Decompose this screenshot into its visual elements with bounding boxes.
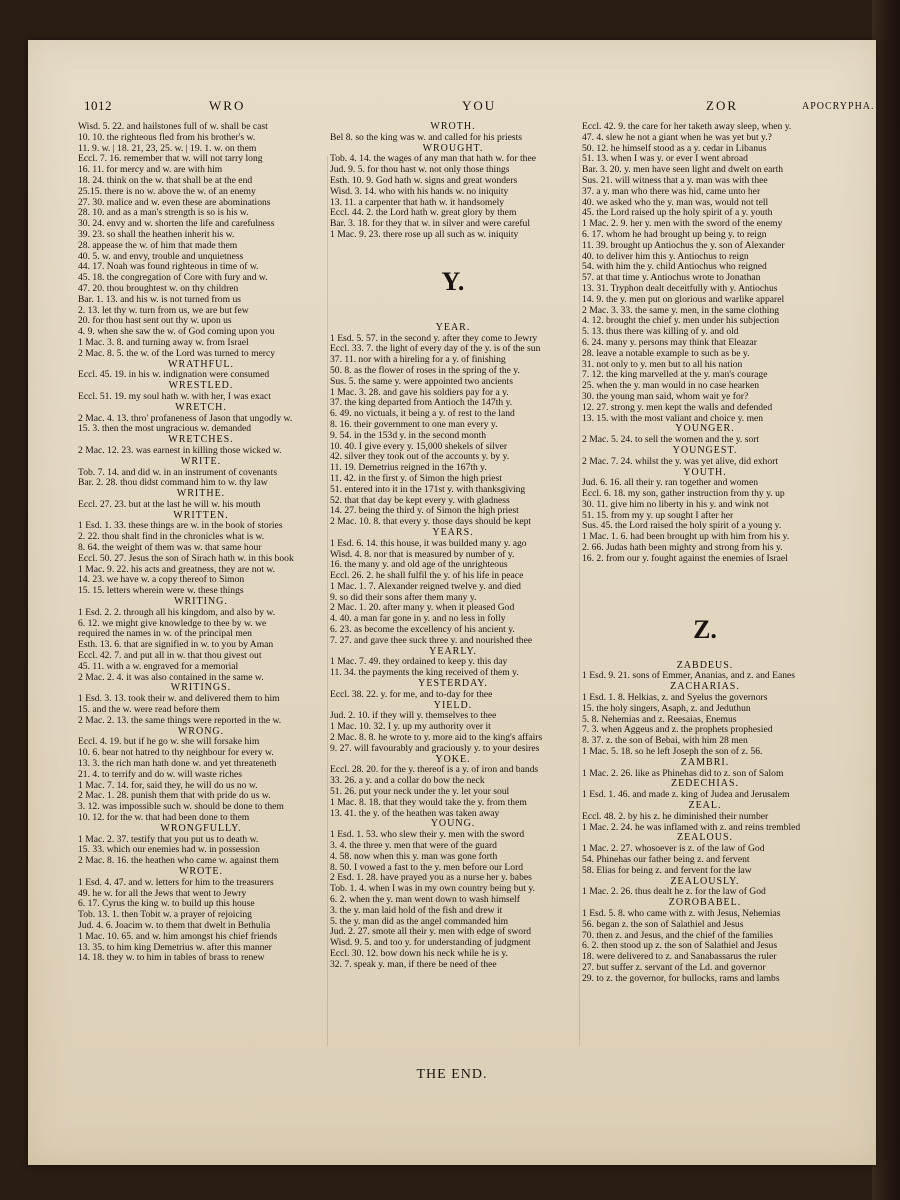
concordance-line: 37. 11. nor with a hireling for a y. of finishing xyxy=(330,355,506,366)
concordance-line: 4. 9. when she saw the w. of God coming upon you xyxy=(78,327,275,338)
column-rule xyxy=(579,156,580,1046)
concordance-line: Jud. 4. 6. Joacim w. to them that dwelt in Bethulia xyxy=(78,920,271,931)
concordance-line: Eccl. 28. 20. for the y. thereof is a y. of iron and bands xyxy=(330,765,539,776)
entry-heading: WRONGFULLY. xyxy=(160,822,242,834)
concordance-line: 14. 18. they w. to him in tables of brass to renew xyxy=(78,953,265,964)
concordance-line: 54. Phinehas our father being z. and fervent xyxy=(582,855,750,866)
concordance-line: Wisd. 5. 22. and hailstones full of w. shall be cast xyxy=(78,122,268,132)
entry-heading: WRITTEN. xyxy=(173,509,229,521)
entry-heading: YOKE. xyxy=(435,753,471,765)
running-head xyxy=(84,98,874,116)
concordance-line: 28. appease the w. of him that made them xyxy=(78,240,238,251)
concordance-line: 8. 64. the weight of them was w. that same hour xyxy=(78,543,262,554)
concordance-line: 2 Mac. 4. 13. thro' profaneness of Jason that ungodly w. xyxy=(78,413,293,424)
entry-heading: YEARS. xyxy=(432,526,474,538)
concordance-line: Eccl. 7. 16. remember that w. will not tarry long xyxy=(78,154,263,165)
concordance-line: 45. 18. the congregation of Core with fury and w. xyxy=(78,273,268,284)
concordance-line: Wisd. 4. 8. nor that is measured by number of y. xyxy=(330,549,515,560)
concordance-line: 8. 50. I vowed a fast to the y. men before our Lord xyxy=(330,862,524,873)
concordance-line: 2 Mac. 8. 5. the w. of the Lord was turned to mercy xyxy=(78,348,276,359)
concordance-line: 1 Esd. 9. 21. sons of Emmer, Ananias, and z. and Eanes xyxy=(582,671,796,682)
concordance-line: 13. 41. the y. of the heathen was taken away xyxy=(330,808,500,819)
entry-heading: WRETCHES. xyxy=(168,434,234,446)
concordance-line: 1 Mac. 7. 49. they ordained to keep y. this day xyxy=(330,657,508,668)
concordance-line: 2. 22. thou shalt find in the chronicles what is w. xyxy=(78,532,265,543)
concordance-line: Eccl. 26. 2. he shall fulfil the y. of his life in peace xyxy=(330,571,524,582)
concordance-line: 1 Esd. 1. 53. who slew their y. men with the sword xyxy=(330,830,525,841)
concordance-line: Eccl. 33. 7. the light of every day of the y. is of the sun xyxy=(330,344,541,355)
concordance-line: 58. Elias for being z. and fervent for the law xyxy=(582,865,752,876)
concordance-line: 27. but suffer z. servant of the Ld. and governor xyxy=(582,962,766,973)
concordance-line: Bel 8. so the king was w. and called for his priests xyxy=(330,132,523,143)
concordance-line: 51. 15. from my y. up sought I after her xyxy=(582,510,734,521)
concordance-line: 40. to deliver him this y. Antiochus to reign xyxy=(582,251,749,262)
concordance-line: Jud. 6. 16. all their y. ran together and women xyxy=(582,478,759,489)
concordance-line: Tob. 13. 1. then Tobit w. a prayer of rejoicing xyxy=(78,910,252,921)
concordance-line: 37. the king departed from Antioch the 147th y. xyxy=(330,398,513,409)
concordance-line: 2 Mac. 2. 4. it was also contained in the same w. xyxy=(78,672,264,683)
concordance-line: Esth. 13. 6. that are signified in w. to you by Aman xyxy=(78,640,274,651)
entry-heading: ZEAL. xyxy=(688,800,722,812)
concordance-line: 3. 4. the three y. men that were of the guard xyxy=(330,841,497,852)
concordance-line: 11. 39. brought up Antiochus the y. son of Alexander xyxy=(582,240,785,251)
concordance-line: 13. 3. the rich man hath done w. and yet threateneth xyxy=(78,759,277,770)
entry-heading: YOUNG. xyxy=(430,818,476,830)
entry-heading: ZOROBABEL. xyxy=(668,897,742,909)
concordance-line: 21. 4. to terrify and do w. will waste riches xyxy=(78,769,243,780)
concordance-line: 9. 27. will favourably and graciously y. to your desires xyxy=(330,743,540,754)
concordance-line: 10. 6. bear not hatred to thy neighbour for every w. xyxy=(78,748,274,759)
concordance-line: 15. 3. then the most ungracious w. demanded xyxy=(78,424,252,435)
entry-heading: ZEALOUS. xyxy=(676,832,734,844)
concordance-line: 3. 12. was impossible such w. should be done to them xyxy=(78,802,284,813)
concordance-line: 1 Mac. 1. 6. had been brought up with him from his y. xyxy=(582,532,790,543)
concordance-line: 1 Esd. 1. 8. Helkias, z. and Syelus the governors xyxy=(582,693,768,704)
concordance-line: 51. entered into it in the 171st y. with thanksgiving xyxy=(330,484,526,495)
concordance-line: 2 Mac. 8. 16. the heathen who came w. against them xyxy=(78,856,279,867)
concordance-line: 30. the young man said, whom wait ye for? xyxy=(582,391,749,402)
concordance-line: 4. 40. a man far gone in y. and no less in folly xyxy=(330,614,506,625)
concordance-line: 2 Mac. 1. 20. after many y. when it pleased God xyxy=(330,603,515,614)
concordance-line: 8. 16. their government to one man every y. xyxy=(330,419,498,430)
concordance-line: Esth. 10. 9. God hath w. signs and great wonders xyxy=(330,175,518,186)
concordance-line: 1 Mac. 2. 26. thus dealt he z. for the law of God xyxy=(582,887,766,898)
entry-heading: WRONG. xyxy=(177,725,225,737)
entry-heading: YOUNGEST. xyxy=(672,444,738,456)
concordance-line: 2 Mac. 12. 23. was earnest in killing those wicked w. xyxy=(78,445,282,456)
concordance-line: Jud. 9. 5. for thou hast w. not only those things xyxy=(330,165,510,176)
concordance-line: Jud. 2. 27. smote all their y. men with edge of sword xyxy=(330,927,532,938)
concordance-line: 32. 7. speak y. man, if there be need of thee xyxy=(330,959,497,970)
concordance-line: 1 Esd. 4. 47. and w. letters for him to the treasurers xyxy=(78,877,274,888)
concordance-line: required the names in w. of the principal men xyxy=(78,629,252,640)
concordance-line: 2 Mac. 5. 24. to sell the women and the y. sort xyxy=(582,435,760,446)
concordance-line: 1 Mac. 2. 24. he was inflamed with z. and reins trembled xyxy=(582,822,801,833)
entry-heading: WRITINGS. xyxy=(170,682,232,694)
entry-heading: WRITING. xyxy=(174,596,228,608)
concordance-line: 1 Esd. 5. 57. in the second y. after they come to Jewry xyxy=(330,333,538,344)
concordance-line: 11. 9. w. | 18. 21, 23, 25. w. | 19. 1. w. on them xyxy=(78,143,257,154)
concordance-line: 11. 42. in the first y. of Simon the high priest xyxy=(330,473,502,484)
concordance-line: 49. he w. for all the Jews that went to Jewry xyxy=(78,888,247,899)
concordance-line: 13. 15. with the most valiant and choice y. men xyxy=(582,413,764,424)
concordance-line: 14. 27. being the third y. of Simon the high priest xyxy=(330,506,519,517)
concordance-line: 6. 49. no victuals, it being a y. of rest to the land xyxy=(330,409,515,420)
concordance-line: 1 Mac. 1. 7. Alexander reigned twelve y. and died xyxy=(330,581,521,592)
concordance-line: Sus. 21. will witness that a y. man was with thee xyxy=(582,175,768,186)
concordance-line: 45. the Lord raised up the holy spirit of a y. youth xyxy=(582,208,773,219)
head-word-left: WRO xyxy=(209,98,246,113)
concordance-line: 1 Mac. 9. 22. his acts and greatness, they are not w. xyxy=(78,564,276,575)
concordance-line: Eccl. 30. 12. bow down his neck while he is y. xyxy=(330,948,508,959)
entry-heading: WROUGHT. xyxy=(422,142,484,154)
concordance-line: 1 Esd. 1. 33. these things are w. in the book of stories xyxy=(78,521,283,532)
concordance-line: 1 Esd. 5. 8. who came with z. with Jesus, Nehemias xyxy=(582,909,781,919)
concordance-line: Bar. 3. 20. y. men have seen light and dwelt on earth xyxy=(582,165,784,176)
concordance-line: 6. 23. as become the excellency of his ancient y. xyxy=(330,625,515,636)
concordance-line: 1 Mac. 9. 23. there rose up all such as w. iniquity xyxy=(330,229,519,240)
concordance-line: 33. 26. a y. and a collar do bow the neck xyxy=(330,776,485,787)
concordance-line: Bar. 3. 18. for they that w. in silver and were careful xyxy=(330,219,530,230)
concordance-line: 15. and the w. were read before them xyxy=(78,705,220,716)
concordance-line: 47. 20. thou broughtest w. on thy children xyxy=(78,283,239,294)
concordance-line: Bar. 1. 13. and his w. is not turned from us xyxy=(78,294,241,305)
concordance-line: 31. not only to y. men but to all his nation xyxy=(582,359,743,370)
concordance-line: 13. 31. Tryphon dealt deceitfully with y. Antiochus xyxy=(582,283,778,294)
concordance-line: 51. 26. put your neck under the y. let your soul xyxy=(330,787,510,798)
entry-heading: YESTERDAY. xyxy=(418,678,488,690)
entry-heading: YEARLY. xyxy=(429,645,477,657)
concordance-line: 6. 24. many y. persons may think that Eleazar xyxy=(582,337,757,348)
entry-heading: YEAR. xyxy=(435,321,471,333)
concordance-line: 1 Mac. 2. 37. testify that you put us to death w. xyxy=(78,834,259,845)
concordance-line: 5. the y. man did as the angel commanded him xyxy=(330,916,509,927)
concordance-line: 50. 8. as the flower of roses in the spring of the y. xyxy=(330,365,520,376)
concordance-line: 1 Mac. 2. 26. like as Phinehas did to z. son of Salom xyxy=(582,768,784,779)
concordance-line: 7. 3. when Aggeus and z. the prophets prophesied xyxy=(582,725,773,736)
book-page xyxy=(28,40,876,1165)
concordance-line: 44. 17. Noah was found righteous in time of w. xyxy=(78,262,259,273)
concordance-line: 51. 13. when I was y. or ever I went abroad xyxy=(582,154,748,165)
concordance-line: 15. 33. which our enemies had w. in possession xyxy=(78,845,260,856)
concordance-line: 6. 17. whom he had brought up being y. to reign xyxy=(582,229,767,240)
concordance-line: 25. when the y. man would in no case hearken xyxy=(582,381,760,392)
concordance-line: 29. to z. the governor, for bullocks, rams and lambs xyxy=(582,973,780,984)
head-word-center: YOU xyxy=(462,98,497,113)
concordance-line: Eccl. 38. 22. y. for me, and to-day for thee xyxy=(330,689,493,700)
column-2 xyxy=(330,122,576,971)
entry-heading: WRITHE. xyxy=(176,488,226,500)
concordance-line: 20. for thou hast sent out thy w. upon us xyxy=(78,316,232,327)
concordance-line: 16. 11. for mercy and w. are with him xyxy=(78,165,223,176)
concordance-line: 16. the many y. and old age of the unrighteous xyxy=(330,560,508,571)
concordance-line: 9. so did their sons after them many y. xyxy=(330,592,477,603)
concordance-line: 4. 58. now when this y. man was gone forth xyxy=(330,851,498,862)
concordance-line: Tob. 7. 14. and did w. in an instrument of covenants xyxy=(78,467,278,478)
concordance-line: 1 Mac. 3. 8. and turning away w. from Israel xyxy=(78,337,249,348)
concordance-line: 2. 13. let thy w. turn from us, we are but few xyxy=(78,305,249,316)
entry-heading: ZABDEUS. xyxy=(676,659,734,671)
concordance-line: Eccl. 45. 19. in his w. indignation were consumed xyxy=(78,370,270,381)
column-rule xyxy=(327,156,328,1046)
head-word-right: ZOR xyxy=(706,98,738,113)
entry-heading: YOUNGER. xyxy=(675,423,735,435)
letter-heading-y: Y. xyxy=(441,266,465,296)
entry-heading: YOUTH. xyxy=(683,466,727,478)
concordance-line: 1 Mac. 10. 32. I y. up my authority over it xyxy=(330,722,491,733)
concordance-line: Eccl. 42. 7. and put all in w. that thou givest out xyxy=(78,651,262,662)
concordance-line: 1 Mac. 2. 27. whosoever is z. of the law of God xyxy=(582,844,765,855)
concordance-line: 50. 12. he himself stood as a y. cedar in Libanus xyxy=(582,143,767,154)
concordance-line: 2 Mac. 8. 8. he wrote to y. more aid to the king's affairs xyxy=(330,733,543,744)
concordance-line: Tob. 4. 14. the wages of any man that hath w. for thee xyxy=(330,154,536,165)
concordance-line: 28. 10. and as a man's strength is so is his w. xyxy=(78,208,249,219)
concordance-line: 1 Esd. 2. 2. through all his kingdom, and also by w. xyxy=(78,607,276,618)
concordance-line: 57. at that time y. Antiochus wrote to Jonathan xyxy=(582,273,761,284)
entry-heading: WRITE. xyxy=(180,455,222,467)
column-1 xyxy=(78,122,324,964)
concordance-line: 42. silver they took out of the accounts y. by y. xyxy=(330,452,510,463)
concordance-line: Eccl. 6. 18. my son, gather instruction from thy y. up xyxy=(582,489,785,500)
concordance-line: 30. 24. envy and w. shorten the life and carefulness xyxy=(78,219,275,230)
concordance-line: Eccl. 51. 19. my soul hath w. with her, I was exact xyxy=(78,391,271,402)
concordance-line: Bar. 2. 28. thou didst command him to w. thy law xyxy=(78,478,268,489)
concordance-line: Eccl. 4. 19. but if he go w. she will forsake him xyxy=(78,737,260,748)
the-end: THE END. xyxy=(416,1067,488,1082)
entry-heading: ZACHARIAS. xyxy=(670,681,740,693)
concordance-line: 6. 2. then stood up z. the son of Salathiel and Jesus xyxy=(582,941,778,952)
concordance-line: 10. 40. I give every y. 15,000 shekels of silver xyxy=(330,441,508,452)
concordance-line: 11. 19. Demetrius reigned in the 167th y. xyxy=(330,463,487,474)
concordance-line: 2 Mac. 1. 28. punish them that with pride do us w. xyxy=(78,791,271,802)
concordance-line: Sus. 5. the same y. were appointed two ancients xyxy=(330,376,513,387)
concordance-line: 2. 66. Judas hath been mighty and strong from his y. xyxy=(582,543,783,554)
concordance-line: 13. 35. to him king Demetrius w. after this manner xyxy=(78,942,272,953)
concordance-line: 39. 23. so shall the heathen inherit his w. xyxy=(78,229,235,240)
concordance-line: 9. 54. in the 153d y. in the second month xyxy=(330,430,487,441)
concordance-line: 18. 24. think on the w. that shall be at the end xyxy=(78,175,253,186)
concordance-line: 14. 23. we have w. a copy thereof to Simon xyxy=(78,575,245,586)
concordance-line: 47. 4. slew he not a giant when he was yet but y.? xyxy=(582,132,772,143)
concordance-line: Eccl. 48. 2. by his z. he diminished their number xyxy=(582,811,769,822)
concordance-line: Wisd. 3. 14. who with his hands w. no iniquity xyxy=(330,186,509,197)
entry-heading: WRESTLED. xyxy=(168,380,234,392)
concordance-line: 6. 2. when the y. man went down to wash himself xyxy=(330,895,520,905)
concordance-line: 8. 37. z. the son of Bebai, with him 28 men xyxy=(582,736,748,747)
concordance-line: 7. 12. the king marvelled at the y. man's courage xyxy=(582,370,768,381)
concordance-line: 15. 15. letters wherein were w. these things xyxy=(78,586,244,597)
concordance-line: 2 Esd. 1. 28. have prayed you as a nurse her y. babes xyxy=(330,873,532,884)
concordance-line: 16. 2. from our y. fought against the enemies of Israel xyxy=(582,553,788,564)
concordance-line: 7. 27. and gave thee suck three y. and nourished thee xyxy=(330,635,533,646)
concordance-line: Sus. 45. the Lord raised the holy spirit of a young y. xyxy=(582,521,782,532)
entry-heading: WROTE. xyxy=(178,865,224,877)
concordance-line: 2 Mac. 2. 13. the same things were reported in the w. xyxy=(78,715,282,726)
concordance-line: 1 Mac. 3. 28. and gave his soldiers pay for a y. xyxy=(330,387,509,398)
concordance-line: 45. 11. with a w. engraved for a memorial xyxy=(78,661,239,672)
concordance-line: 28. leave a notable example to such as be y. xyxy=(582,348,750,359)
concordance-line: 12. 27. strong y. men kept the walls and defended xyxy=(582,402,773,413)
entry-heading: ZEALOUSLY. xyxy=(670,875,740,887)
concordance-line: 5. 13. thus there was killing of y. and old xyxy=(582,327,739,338)
concordance-line: 14. 9. the y. men put on glorious and warlike apparel xyxy=(582,294,785,305)
concordance-line: 6. 12. we might give knowledge to thee by w. we xyxy=(78,618,267,629)
entry-heading: ZEDECHIAS. xyxy=(670,778,740,790)
concordance-line: 1 Esd. 3. 13. took their w. and delivered them to him xyxy=(78,694,280,705)
concordance-line: 1 Esd. 6. 14. this house, it was builded many y. ago xyxy=(330,538,527,549)
page-number: 1012 xyxy=(84,98,112,113)
section-title: APOCRYPHA. xyxy=(802,101,875,112)
concordance-line: Eccl. 42. 9. the care for her taketh away sleep, when y. xyxy=(582,122,792,132)
entry-heading: YIELD. xyxy=(433,699,473,711)
concordance-line: 2 Mac. 10. 8. that every y. those days should be kept xyxy=(330,517,532,528)
concordance-line: 25.15. there is no w. above the w. of an enemy xyxy=(78,186,256,197)
concordance-line: 6. 17. Cyrus the king w. to build up this house xyxy=(78,899,255,910)
concordance-line: 56. began z. the son of Salathiel and Jesus xyxy=(582,919,744,930)
concordance-line: 10. 10. the righteous fled from his brother's w. xyxy=(78,132,256,143)
concordance-line: Eccl. 27. 23. but at the last he will w. his mouth xyxy=(78,499,261,510)
concordance-line: 1 Mac. 2. 9. her y. men with the sword of the enemy xyxy=(582,219,783,230)
column-3 xyxy=(582,122,828,985)
concordance-line: Tob. 1. 4. when I was in my own country being but y. xyxy=(330,884,535,895)
concordance-line: 18. were delivered to z. and Sanabassarus the ruler xyxy=(582,952,777,963)
concordance-line: 5. 8. Nehemias and z. Reesaias, Enemus xyxy=(582,714,737,725)
concordance-line: 2 Mac. 7. 24. whilst the y. was yet alive, did exhort xyxy=(582,456,779,467)
entry-heading: WROTH. xyxy=(430,121,476,132)
concordance-line: 40. we asked who the y. man was, would not tell xyxy=(582,197,769,208)
entry-heading: WRATHFUL. xyxy=(168,358,234,370)
concordance-line: 37. a y. man who there was hid, came unto her xyxy=(582,186,761,197)
entry-heading: WRETCH. xyxy=(175,401,227,413)
concordance-line: 40. 5. w. and envy, trouble and unquietness xyxy=(78,251,244,262)
concordance-line: 1 Mac. 7. 14. for, said they, he will do us no w. xyxy=(78,780,258,791)
concordance-line: 52. that that day be kept every y. with gladness xyxy=(330,495,510,506)
concordance-line: 1 Mac. 8. 18. that they would take the y. from them xyxy=(330,797,527,808)
concordance-line: 4. 12. brought the chief y. men under his subjection xyxy=(582,316,780,327)
concordance-line: Wisd. 9. 5. and too y. for understanding of judgment xyxy=(330,938,531,949)
concordance-line: 1 Esd. 1. 46. and made z. king of Judea and Jerusalem xyxy=(582,790,790,801)
concordance-line: 1 Mac. 10. 65. and w. him amongst his chief friends xyxy=(78,931,278,942)
entry-heading: ZAMBRI. xyxy=(680,756,730,768)
concordance-line: Jud. 2. 10. if they will y. themselves to thee xyxy=(330,711,497,722)
concordance-line: 30. 11. give him no liberty in his y. and wink not xyxy=(582,499,769,510)
concordance-line: 2 Mac. 3. 33. the same y. men, in the same clothing xyxy=(582,305,780,316)
concordance-line: 11. 34. the payments the king received of them y. xyxy=(330,668,519,679)
concordance-line: 15. the holy singers, Asaph, z. and Jeduthun xyxy=(582,703,751,714)
concordance-line: 10. 12. for the w. that had been done to them xyxy=(78,813,250,823)
concordance-line: 70. then z. and Jesus, and the chief of the families xyxy=(582,930,774,941)
concordance-line: 1 Mac. 5. 18. so he left Joseph the son of z. 56. xyxy=(582,747,763,758)
concordance-line: 27. 30. malice and w. even these are abominations xyxy=(78,197,271,208)
concordance-line: Eccl. 44. 2. the Lord hath w. great glory by them xyxy=(330,208,517,219)
concordance-line: Eccl. 50. 27. Jesus the son of Sirach hath w. in this book xyxy=(78,553,294,564)
letter-heading-z: Z. xyxy=(693,614,717,644)
concordance-line: 3. the y. man laid hold of the fish and drew it xyxy=(330,905,503,916)
concordance-line: 13. 11. a carpenter that hath w. it handsomely xyxy=(330,197,505,208)
concordance-line: 54. with him the y. child Antiochus who reigned xyxy=(582,262,767,273)
book-edge xyxy=(872,0,900,1200)
